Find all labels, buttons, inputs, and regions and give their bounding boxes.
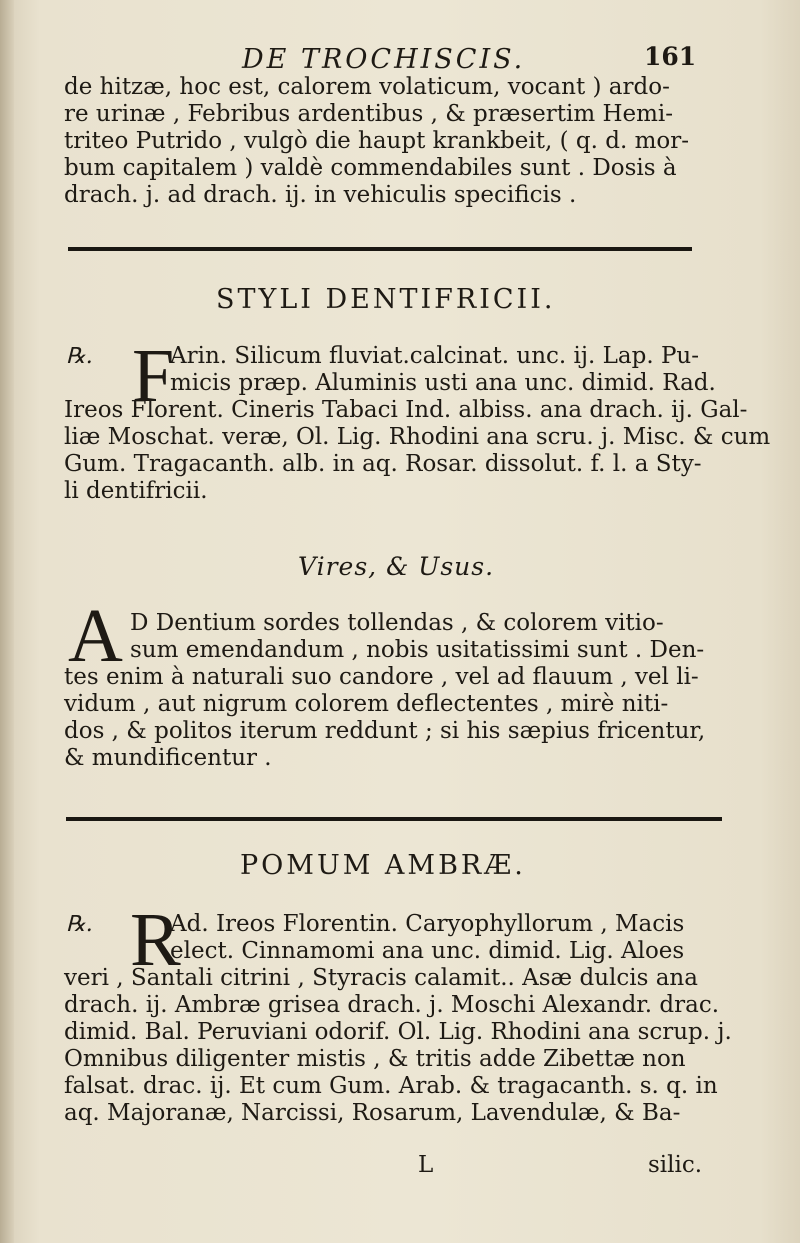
- sub-heading: Vires, & Usus.: [298, 552, 495, 581]
- text-line: vidum , aut nigrum colorem deflectentes , mirè niti-: [64, 691, 669, 717]
- recipe-symbol: ℞.: [66, 912, 93, 937]
- text-line: re urinæ , Febribus ardentibus , & præsertim Hemi-: [64, 101, 674, 127]
- text-line: falsat. drac. ij. Et cum Gum. Arab. & tragacanth. s. q. in: [64, 1073, 718, 1099]
- text-line: drach. ij. Ambræ grisea drach. j. Moschi Alexandr. drac.: [64, 992, 720, 1018]
- drop-cap-letter: F: [132, 334, 175, 418]
- section-divider: [66, 817, 722, 821]
- signature-mark: L: [418, 1152, 434, 1178]
- text-line: dos , & politos iterum reddunt ; si his sæpius fricentur,: [64, 718, 706, 744]
- running-title: DE TROCHISCIS.: [242, 44, 526, 75]
- drop-cap-letter: R: [130, 898, 181, 982]
- text-line: sum emendandum , nobis usitatissimi sunt . Den-: [130, 637, 705, 663]
- text-line: liæ Moschat. veræ, Ol. Lig. Rhodini ana scru. j. Misc. & cum: [64, 424, 771, 450]
- text-line: Omnibus diligenter mistis , & tritis adde Zibettæ non: [64, 1046, 686, 1072]
- text-line: Ireos Florent. Cineris Tabaci Ind. albiss. ana drach. ij. Gal-: [64, 397, 748, 423]
- text-line: triteo Putrido , vulgò die haupt krankbeit, ( q. d. mor-: [64, 128, 689, 154]
- text-line: drach. j. ad drach. ij. in vehiculis specificis .: [64, 182, 577, 208]
- text-line: Gum. Tragacanth. alb. in aq. Rosar. dissolut. f. l. a Sty-: [64, 451, 702, 477]
- page-number: 161: [644, 42, 697, 71]
- section-title: POMUM AMBRÆ.: [240, 850, 526, 881]
- page-spine-shadow: [0, 0, 14, 1243]
- text-line: de hitzæ, hoc est, calorem volaticum, vocant ) ardo-: [64, 74, 670, 100]
- catchword: silic.: [648, 1152, 703, 1178]
- vires-paragraph: [64, 610, 744, 772]
- text-line: dimid. Bal. Peruviani odorif. Ol. Lig. Rhodini ana scrup. j.: [64, 1019, 732, 1045]
- text-line: elect. Cinnamomi ana unc. dimid. Lig. Aloes: [170, 938, 685, 964]
- text-line: veri , Santali citrini , Styracis calamit.. Asæ dulcis ana: [64, 965, 698, 991]
- section-title: STYLI DENTIFRICII.: [216, 284, 556, 315]
- text-line: bum capitalem ) valdè commendabiles sunt . Dosis à: [64, 155, 677, 181]
- text-line: D Dentium sordes tollendas , & colorem vitio-: [130, 610, 664, 636]
- drop-cap-letter: A: [68, 594, 123, 678]
- text-line: & mundificentur .: [64, 745, 272, 771]
- section-divider: [68, 247, 692, 251]
- recipe-symbol: ℞.: [66, 344, 93, 369]
- recipe-paragraph: [64, 911, 744, 1127]
- recipe-paragraph: [64, 343, 771, 505]
- text-line: aq. Majoranæ, Narcissi, Rosarum, Lavendulæ, & Ba-: [64, 1100, 681, 1126]
- text-line: li dentifricii.: [64, 478, 208, 504]
- opening-paragraph: [64, 74, 744, 209]
- text-line: tes enim à naturali suo candore , vel ad flauum , vel li-: [64, 664, 699, 690]
- text-line: micis præp. Aluminis usti ana unc. dimid. Rad.: [170, 370, 716, 396]
- text-line: Ad. Ireos Florentin. Caryophyllorum , Macis: [170, 911, 685, 937]
- text-line: Arin. Silicum fluviat.calcinat. unc. ij. Lap. Pu-: [170, 343, 700, 369]
